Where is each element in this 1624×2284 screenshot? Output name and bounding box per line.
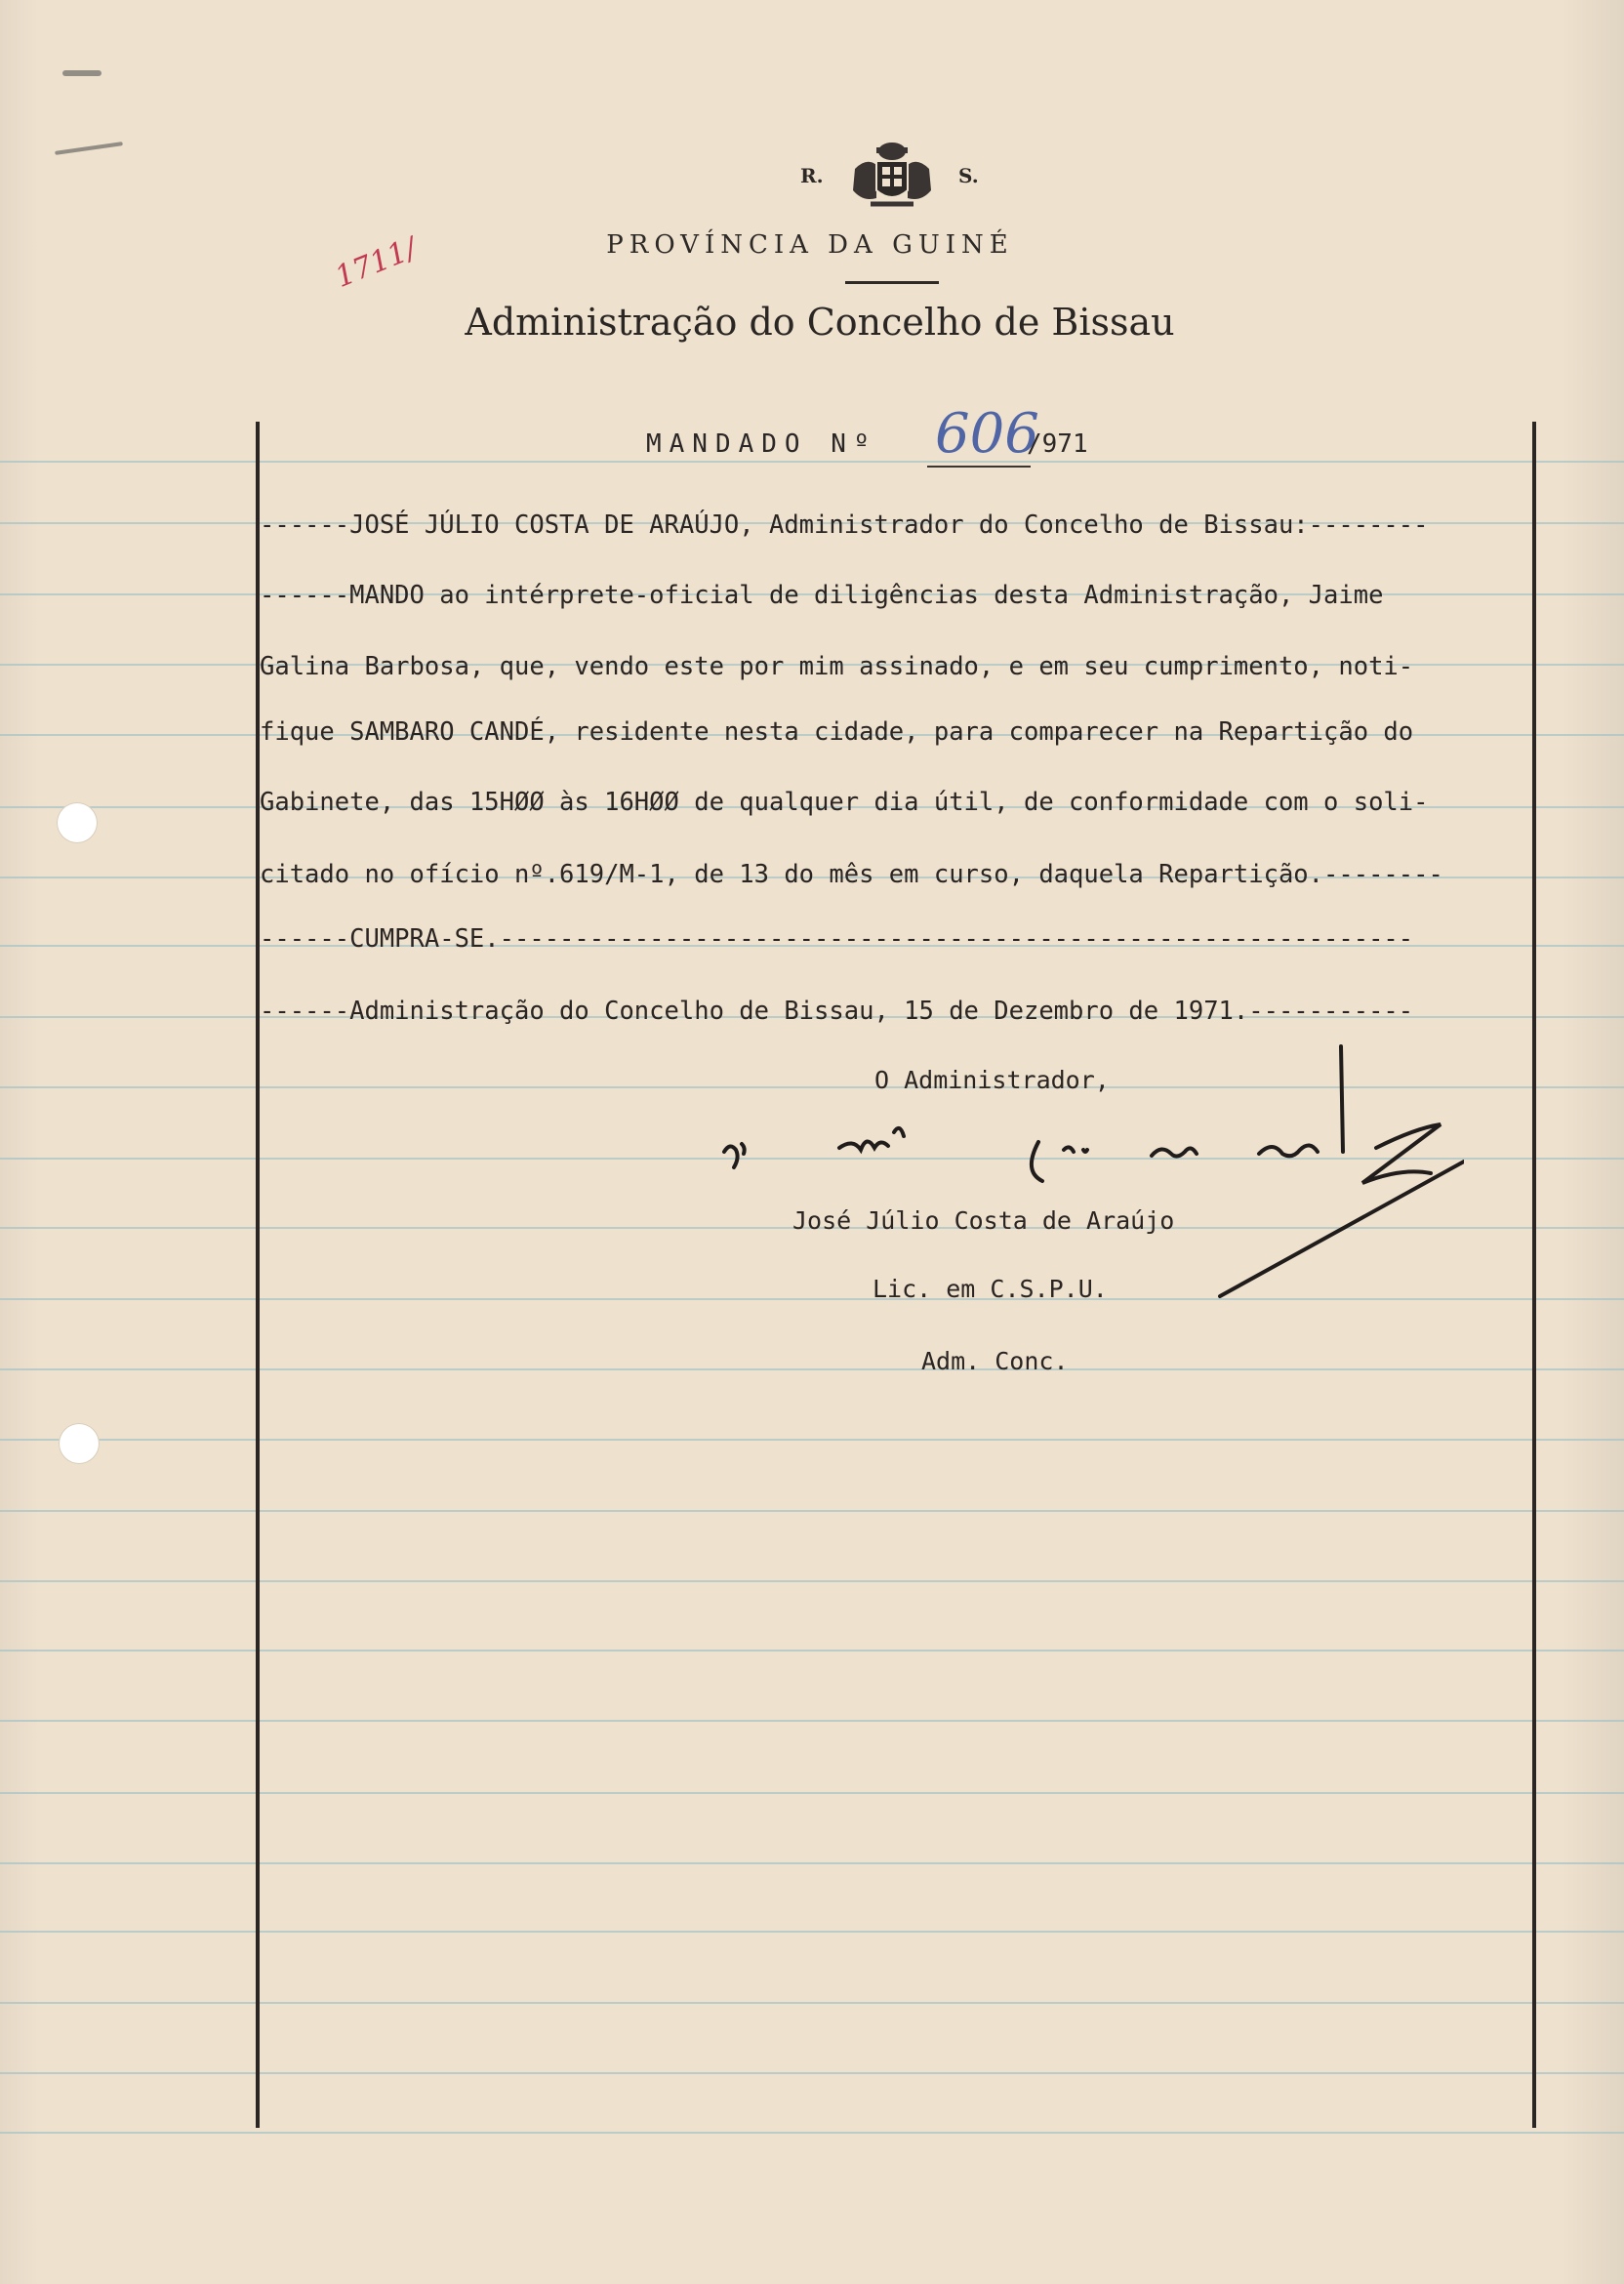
body-line: ------JOSÉ JÚLIO COSTA DE ARAÚJO, Administrador do Concelho de Bissau:-------- — [260, 510, 1429, 540]
mandado-number-handwritten: 606 — [935, 402, 1039, 466]
right-margin-line — [1532, 422, 1536, 2128]
mandado-year: /971 — [1027, 429, 1088, 459]
s-mark: S. — [958, 164, 979, 187]
body-line: Gabinete, das 15HØØ às 16HØØ de qualquer dia útil, de conformidade com o soli- — [260, 788, 1429, 817]
number-underline — [927, 466, 1031, 468]
heading-separator — [845, 281, 939, 284]
smudge-mark — [62, 70, 102, 76]
punch-hole-bottom — [59, 1423, 100, 1464]
body-line: ------MANDO ao intérprete-oficial de diligências desta Administração, Jaime — [260, 581, 1384, 610]
body-line: ------Administração do Concelho de Bissau, 15 de Dezembro de 1971.----------- — [260, 997, 1414, 1026]
signatory-role: Adm. Conc. — [921, 1347, 1069, 1375]
coat-of-arms-emblem — [847, 140, 937, 214]
body-line: Galina Barbosa, que, vendo este por mim assinado, e em seu cumprimento, noti- — [260, 652, 1414, 681]
administration-heading: Administração do Concelho de Bissau — [465, 301, 1175, 344]
body-line: ------CUMPRA-SE.------------------------------------------------------------- — [260, 924, 1414, 954]
signatory-degree: Lic. em C.S.P.U. — [873, 1275, 1108, 1303]
signature-title: O Administrador, — [874, 1066, 1110, 1094]
r-mark: R. — [800, 164, 824, 187]
smudge-mark — [55, 142, 123, 155]
body-line: fique SAMBARO CANDÉ, residente nesta cidade, para comparecer na Repartição do — [260, 717, 1414, 747]
body-line: citado no ofício nº.619/M-1, de 13 do mês em curso, daquela Repartição.-------- — [260, 860, 1443, 889]
punch-hole-top — [57, 802, 98, 843]
mandado-label: MANDADO Nº — [646, 429, 877, 459]
handwritten-margin-note: 1711/ — [330, 231, 422, 295]
province-heading: PROVÍNCIA DA GUINÉ — [606, 230, 1014, 260]
signatory-name: José Júlio Costa de Araújo — [792, 1206, 1175, 1235]
